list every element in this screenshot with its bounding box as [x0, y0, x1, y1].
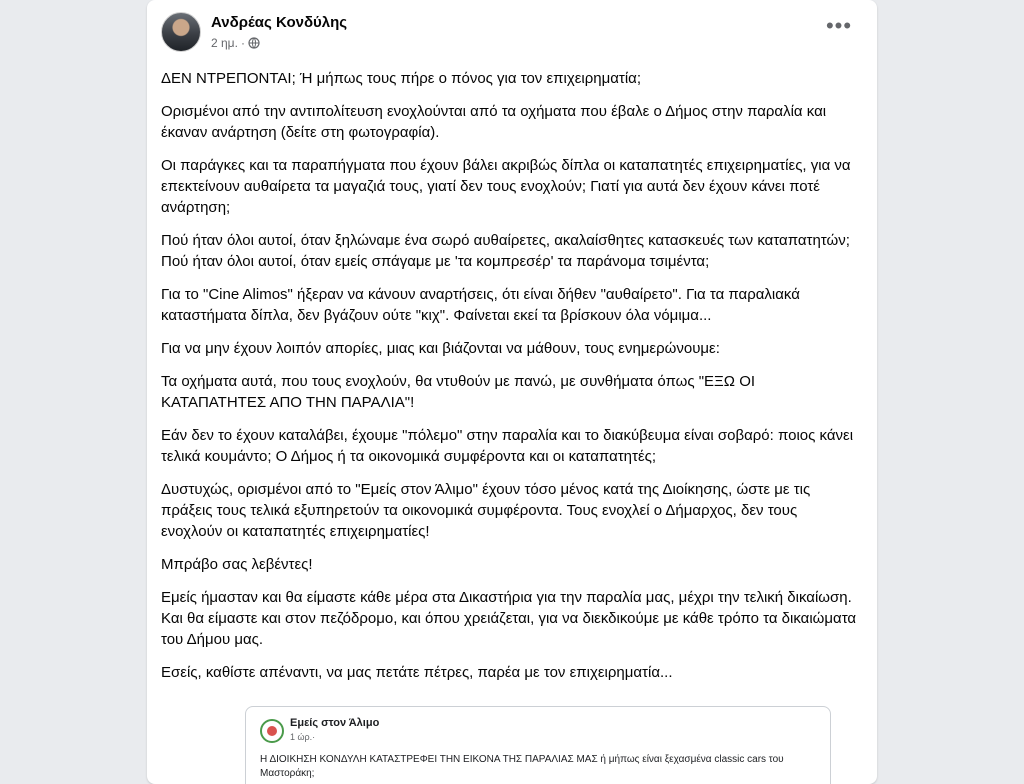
- post-card: [147, 0, 877, 784]
- globe-icon[interactable]: [248, 37, 260, 52]
- post-paragraph: Εάν δεν το έχουν καταλάβει, έχουμε "πόλεμο" στην παραλία και το διακύβευμα είναι σοβαρό: ποιος κάνει τελικά κουμάντο; Ο Δήμος ή τα οικονομικά συμφέροντα και οι καταπατητές;: [161, 427, 854, 465]
- post-time[interactable]: 2 ημ.: [211, 36, 238, 50]
- post-paragraph: Για το "Cine Alimos" ήξεραν να κάνουν αναρτήσεις, ότι είναι δήθεν "αυθαίρετο". Για τα παραλιακά καταστήματα δίπλα, δεν βγάζουν ούτε "κιχ". Φαίνεται εκεί τα βρίσκουν όλα νόμιμα...: [161, 286, 800, 324]
- shared-post-text: Η ΔΙΟΙΚΗΣΗ ΚΟΝΔΥΛΗ ΚΑΤΑΣΤΡΕΦΕΙ ΤΗΝ ΕΙΚΟΝΑ ΤΗΣ ΠΑΡΑΛΙΑΣ ΜΑΣ ή μήπως είναι ξεχασμένα classic cars του Μαστοράκη;: [260, 754, 784, 779]
- page-logo-icon[interactable]: [260, 719, 284, 743]
- shared-post-card[interactable]: [245, 706, 831, 784]
- meta-separator: ·: [312, 732, 316, 742]
- more-dots-icon[interactable]: •••: [825, 13, 853, 38]
- shared-post-meta: [290, 732, 315, 742]
- post-paragraph: Πού ήταν όλοι αυτοί, όταν ξηλώναμε ένα σωρό αυθαίρετες, ακαλαίσθητες κατασκευές των καταπατητών; Πού ήταν όλοι αυτοί, όταν εμείς σπάγαμε με 'τα κομπρεσέρ' τα παράνομα τσιμέντα;: [161, 232, 850, 270]
- author-name[interactable]: Ανδρέας Κονδύλης: [211, 14, 348, 31]
- shared-post-time[interactable]: 1 ώρ.: [290, 732, 313, 742]
- post-paragraph: Οι παράγκες και τα παραπήγματα που έχουν βάλει ακριβώς δίπλα οι καταπατητές επιχειρηματίες, για να επεκτείνουν αυθαίρετα τα μαγαζιά τους, γιατί δεν τους ενοχλούν; Γιατί για αυτά δεν έχουν κάνει ποτέ ανάρτηση;: [161, 157, 851, 216]
- post-paragraph: Τα οχήματα αυτά, που τους ενοχλούν, θα ντυθούν με πανώ, με συνθήματα όπως "ΕΞΩ ΟΙ ΚΑΤΑΠΑΤΗΤΕΣ ΑΠΟ ΤΗΝ ΠΑΡΑΛΙΑ"!: [161, 373, 756, 411]
- post-paragraph: Εσείς, καθίστε απέναντι, να μας πετάτε πέτρες, παρέα με τον επιχειρηματία...: [161, 664, 673, 681]
- post-paragraph: Εμείς ήμασταν και θα είμαστε κάθε μέρα στα Δικαστήρια για την παραλία μας, μέχρι την τελική δικαίωση. Και θα είμαστε και στον πεζόδρομο, και όπου χρειάζεται, για να διεκδικούμε με κάθε τρόπο τα δικαιώματα του Δήμου μας.: [161, 589, 857, 648]
- meta-separator: ·: [240, 36, 245, 50]
- post-body: [161, 68, 861, 695]
- post-paragraph: ΔΕΝ ΝΤΡΕΠΟΝΤΑΙ; Ή μήπως τους πήρε ο πόνος για τον επιχειρηματία;: [161, 70, 641, 87]
- post-paragraph: Για να μην έχουν λοιπόν απορίες, μιας και βιάζονται να μάθουν, τους ενημερώνουμε:: [161, 340, 720, 357]
- post-meta: [211, 36, 260, 52]
- post-paragraph: Δυστυχώς, ορισμένοι από το "Εμείς στον Άλιμο" έχουν τόσο μένος κατά της Διοίκησης, ώστε με τις πράξεις τους τελικά εξυπηρετούν τα οικονομικά συμφέροντα. Τους ενοχλεί ο Δήμαρχος, δεν τους ενοχλούν οι καταπατητές επιχειρηματίες!: [161, 481, 811, 540]
- shared-page-name[interactable]: Εμείς στον Άλιμο: [290, 717, 380, 729]
- post-paragraph: Μπράβο σας λεβέντες!: [161, 556, 313, 573]
- author-avatar[interactable]: [161, 12, 201, 52]
- post-paragraph: Ορισμένοι από την αντιπολίτευση ενοχλούνται από τα οχήματα που έβαλε ο Δήμος στην παραλία και έκαναν ανάρτηση (δείτε στη φωτογραφία).: [161, 103, 827, 141]
- post-header: [161, 12, 861, 56]
